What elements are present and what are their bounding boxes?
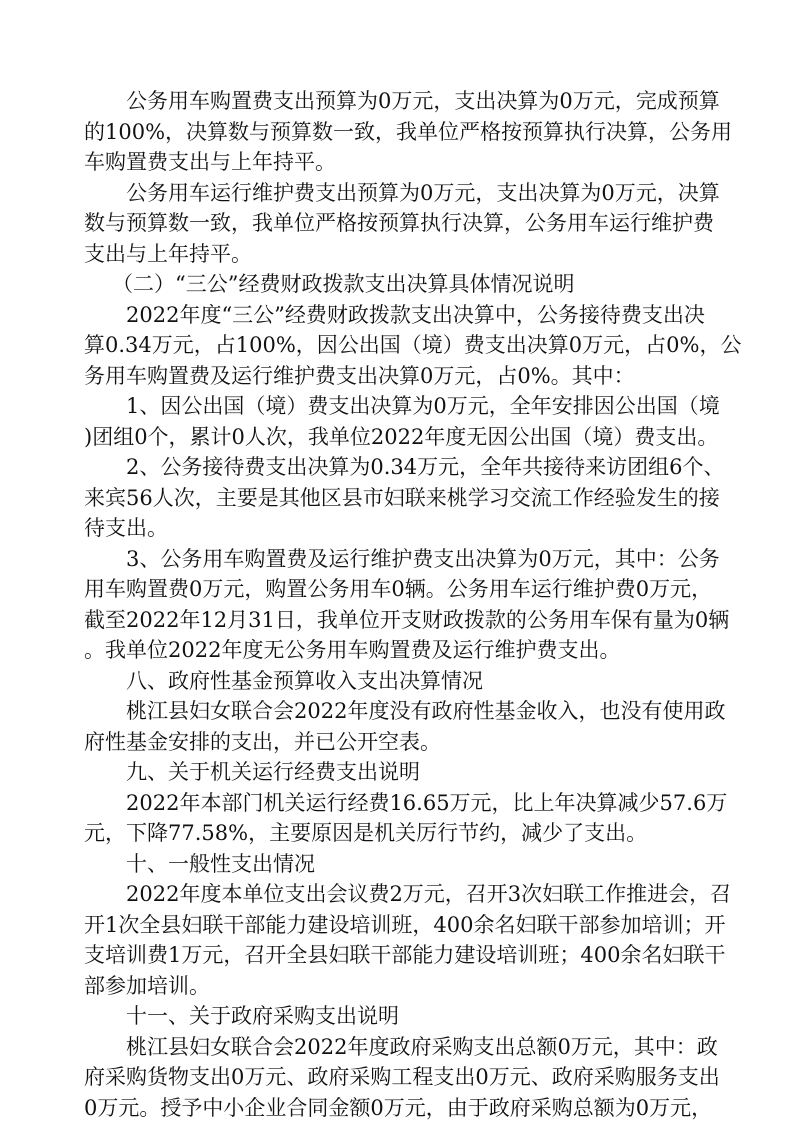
paragraph-three-public-summary — [84, 300, 709, 392]
text-line: 截至2022年12月31日，我单位开支财政拨款的公务用车保有量为0辆 — [84, 605, 709, 636]
text-line: 3、公务用车购置费及运行维护费支出决算为0万元，其中：公务 — [84, 544, 709, 575]
text-line: 八、政府性基金预算收入支出决算情况 — [84, 666, 709, 697]
text-line: 元，下降77.58%，主要原因是机关厉行节约，减少了支出。 — [84, 818, 709, 849]
text-line: 2022年本部门机关运行经费16.65万元，比上年决算减少57.6万 — [84, 788, 709, 819]
text-line: 数与预算数一致，我单位严格按预算执行决算，公务用车运行维护费 — [84, 208, 709, 239]
text-line: 十、一般性支出情况 — [84, 849, 709, 880]
text-line: 待支出。 — [84, 513, 709, 544]
text-line: 公务用车购置费支出预算为0万元，支出决算为0万元，完成预算 — [84, 86, 709, 117]
paragraph-vehicle-maintenance — [84, 178, 709, 270]
text-line: 。我单位2022年度无公务用车购置费及运行维护费支出。 — [84, 635, 709, 666]
text-line: 用车购置费0万元，购置公务用车0辆。公务用车运行维护费0万元， — [84, 574, 709, 605]
paragraph-vehicle-total — [84, 544, 709, 666]
text-line: 车购置费支出与上年持平。 — [84, 147, 709, 178]
text-line: 桃江县妇女联合会2022年度没有政府性基金收入，也没有使用政 — [84, 696, 709, 727]
text-line: 务用车购置费及运行维护费支出决算0万元，占0%。其中： — [84, 361, 709, 392]
text-line: 开1次全县妇联干部能力建设培训班，400余名妇联干部参加培训；开 — [84, 910, 709, 941]
text-line: 桃江县妇女联合会2022年度政府采购支出总额0万元，其中：政 — [84, 1032, 709, 1063]
text-line: 部参加培训。 — [84, 971, 709, 1002]
paragraph-government-fund — [84, 696, 709, 757]
text-line: 2、公务接待费支出决算为0.34万元，全年共接待来访团组6个、 — [84, 452, 709, 483]
text-line: 九、关于机关运行经费支出说明 — [84, 757, 709, 788]
heading-general-expenses — [84, 849, 709, 880]
heading-operating-expenses — [84, 757, 709, 788]
heading-three-public-funds — [84, 269, 709, 300]
text-line: （二）“三公”经费财政拨款支出决算具体情况说明 — [84, 269, 709, 300]
text-line: 府采购货物支出0万元、政府采购工程支出0万元、政府采购服务支出 — [84, 1062, 709, 1093]
text-line: 2022年度本单位支出会议费2万元，召开3次妇联工作推进会，召 — [84, 879, 709, 910]
text-line: 支培训费1万元，召开全县妇联干部能力建设培训班；400余名妇联干 — [84, 940, 709, 971]
text-line: 公务用车运行维护费支出预算为0万元，支出决算为0万元，决算 — [84, 178, 709, 209]
text-line: 1、因公出国（境）费支出决算为0万元，全年安排因公出国（境 — [84, 391, 709, 422]
text-line: 来宾56人次，主要是其他区县市妇联来桃学习交流工作经验发生的接 — [84, 483, 709, 514]
text-line: 0万元。授予中小企业合同金额0万元，由于政府采购总额为0万元， — [84, 1093, 709, 1123]
paragraph-operating-expenses — [84, 788, 709, 849]
text-line: 十一、关于政府采购支出说明 — [84, 1001, 709, 1032]
paragraph-reception — [84, 452, 709, 544]
text-line: 算0.34万元，占100%，因公出国（境）费支出决算0万元，占0%，公 — [84, 330, 709, 361]
paragraph-procurement — [84, 1032, 709, 1123]
paragraph-overseas-travel — [84, 391, 709, 452]
text-line: 支出与上年持平。 — [84, 239, 709, 270]
paragraph-vehicle-purchase — [84, 86, 709, 178]
text-line: 的100%，决算数与预算数一致，我单位严格按预算执行决算，公务用 — [84, 117, 709, 148]
text-line: 2022年度“三公”经费财政拨款支出决算中，公务接待费支出决 — [84, 300, 709, 331]
paragraph-general-expenses — [84, 879, 709, 1001]
text-line: 府性基金安排的支出，并已公开空表。 — [84, 727, 709, 758]
heading-procurement — [84, 1001, 709, 1032]
heading-government-fund — [84, 666, 709, 697]
text-line: )团组0个，累计0人次，我单位2022年度无因公出国（境）费支出。 — [84, 422, 709, 453]
